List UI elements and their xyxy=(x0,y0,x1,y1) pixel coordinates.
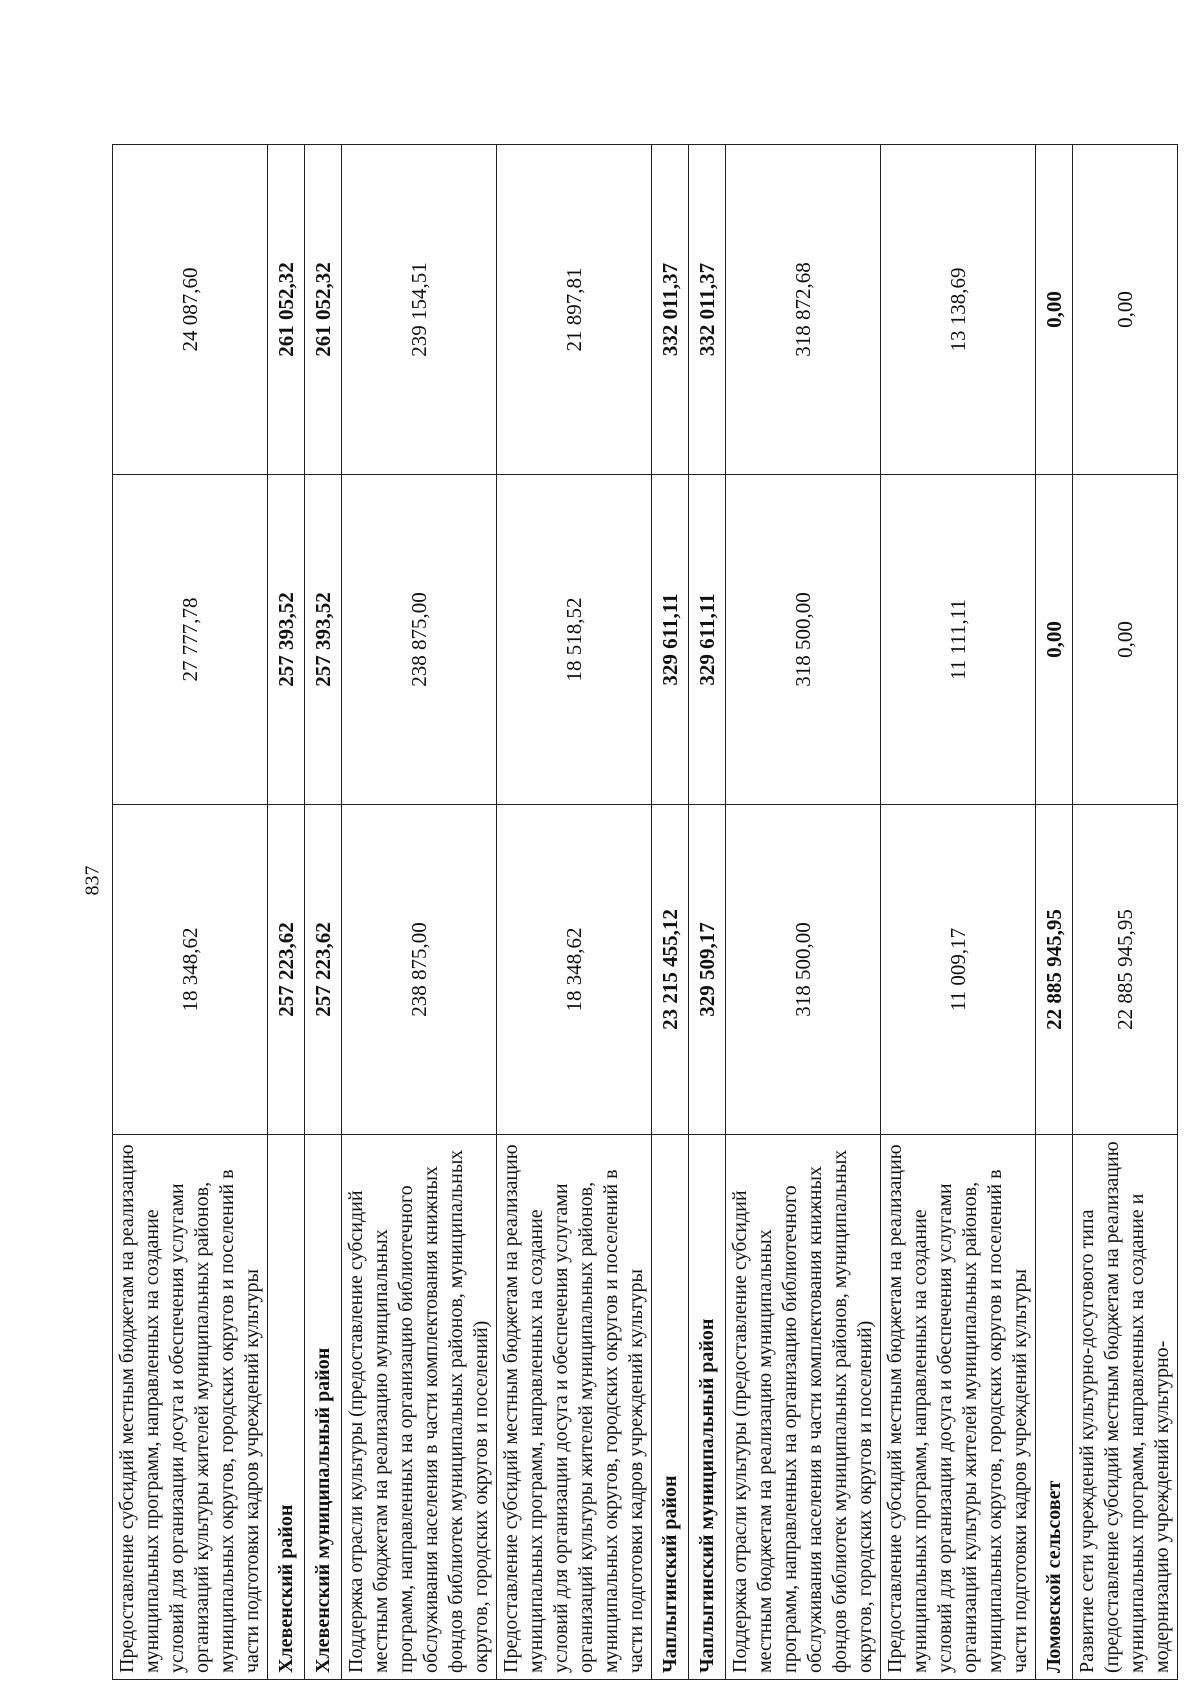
value-cell-3: 0,00 xyxy=(1036,145,1073,475)
row-name-cell: Хлевенский муниципальный район xyxy=(305,1135,342,1680)
table-row xyxy=(342,145,497,1680)
value-cell-1: 257 223,62 xyxy=(305,805,342,1135)
row-name-cell: Предоставление субсидий местным бюджетам на реализацию муниципальных программ, направленных на создание условий для организации досуга и обеспечения услугами организаций культуры жителей муниципальных районов, муниципальных округов, городских округов и поселений в части подготовки кадров учреждений культуры xyxy=(881,1135,1036,1680)
value-cell-3: 21 897,81 xyxy=(497,145,652,475)
page-number-text: 837 xyxy=(81,865,104,895)
value-cell-2: 27 777,78 xyxy=(113,475,268,805)
table-row xyxy=(726,145,881,1680)
row-name-cell: Ломовской сельсовет xyxy=(1036,1135,1073,1680)
value-cell-3: 332 011,37 xyxy=(689,145,726,475)
row-name-cell: Чаплыгинский муниципальный район xyxy=(689,1135,726,1680)
row-name-cell: Поддержка отрасли культуры (предоставление субсидий местным бюджетам на реализацию муниципальных программ, направленных на организацию библиотечного обслуживания населения в части комплектования книжных фондов библиотек муниципальных районов, муниципальных округов, городских округов и поселений) xyxy=(726,1135,881,1680)
value-cell-2: 329 611,11 xyxy=(689,475,726,805)
value-cell-2: 257 393,52 xyxy=(305,475,342,805)
row-name-cell: Предоставление субсидий местным бюджетам на реализацию муниципальных программ, направленных на создание условий для организации досуга и обеспечения услугами организаций культуры жителей муниципальных районов, муниципальных округов, городских округов и поселений в части подготовки кадров учреждений культуры xyxy=(113,1135,268,1680)
value-cell-1: 318 500,00 xyxy=(726,805,881,1135)
value-cell-2: 318 500,00 xyxy=(726,475,881,805)
value-cell-1: 22 885 945,95 xyxy=(1073,805,1178,1135)
value-cell-2: 0,00 xyxy=(1036,475,1073,805)
row-name-cell: Хлевенский район xyxy=(268,1135,305,1680)
value-cell-2: 18 518,52 xyxy=(497,475,652,805)
row-name-cell: Чаплыгинский район xyxy=(652,1135,689,1680)
table-row xyxy=(1073,145,1178,1680)
table-row xyxy=(268,145,305,1680)
value-cell-1: 18 348,62 xyxy=(497,805,652,1135)
value-cell-3: 239 154,51 xyxy=(342,145,497,475)
value-cell-3: 332 011,37 xyxy=(652,145,689,475)
table-row xyxy=(305,145,342,1680)
table-row xyxy=(113,145,268,1680)
rotated-table-container xyxy=(112,145,1173,1680)
table-row xyxy=(881,145,1036,1680)
value-cell-2: 0,00 xyxy=(1073,475,1178,805)
budget-table xyxy=(112,144,1178,1680)
value-cell-2: 329 611,11 xyxy=(652,475,689,805)
value-cell-3: 13 138,69 xyxy=(881,145,1036,475)
table-row xyxy=(689,145,726,1680)
value-cell-1: 11 009,17 xyxy=(881,805,1036,1135)
table-row xyxy=(1036,145,1073,1680)
row-name-cell: Предоставление субсидий местным бюджетам на реализацию муниципальных программ, направленных на создание условий для организации досуга и обеспечения услугами организаций культуры жителей муниципальных районов, муниципальных округов, городских округов и поселений в части подготовки кадров учреждений культуры xyxy=(497,1135,652,1680)
value-cell-1: 23 215 455,12 xyxy=(652,805,689,1135)
value-cell-2: 11 111,11 xyxy=(881,475,1036,805)
value-cell-3: 0,00 xyxy=(1073,145,1178,475)
value-cell-3: 24 087,60 xyxy=(113,145,268,475)
value-cell-3: 261 052,32 xyxy=(305,145,342,475)
page-number xyxy=(76,840,110,920)
value-cell-1: 257 223,62 xyxy=(268,805,305,1135)
table-row xyxy=(497,145,652,1680)
value-cell-1: 18 348,62 xyxy=(113,805,268,1135)
value-cell-3: 318 872,68 xyxy=(726,145,881,475)
row-name-cell: Поддержка отрасли культуры (предоставление субсидий местным бюджетам на реализацию муниципальных программ, направленных на организацию библиотечного обслуживания населения в части комплектования книжных фондов библиотек муниципальных районов, муниципальных округов, городских округов и поселений) xyxy=(342,1135,497,1680)
value-cell-2: 238 875,00 xyxy=(342,475,497,805)
row-name-cell: Развитие сети учреждений культурно-досугового типа (предоставление субсидий местным бюджетам на реализацию муниципальных программ, направленных на создание и модернизацию учреждений культурно- xyxy=(1073,1135,1178,1680)
value-cell-1: 22 885 945,95 xyxy=(1036,805,1073,1135)
value-cell-1: 238 875,00 xyxy=(342,805,497,1135)
value-cell-1: 329 509,17 xyxy=(689,805,726,1135)
value-cell-3: 261 052,32 xyxy=(268,145,305,475)
value-cell-2: 257 393,52 xyxy=(268,475,305,805)
table-row xyxy=(652,145,689,1680)
